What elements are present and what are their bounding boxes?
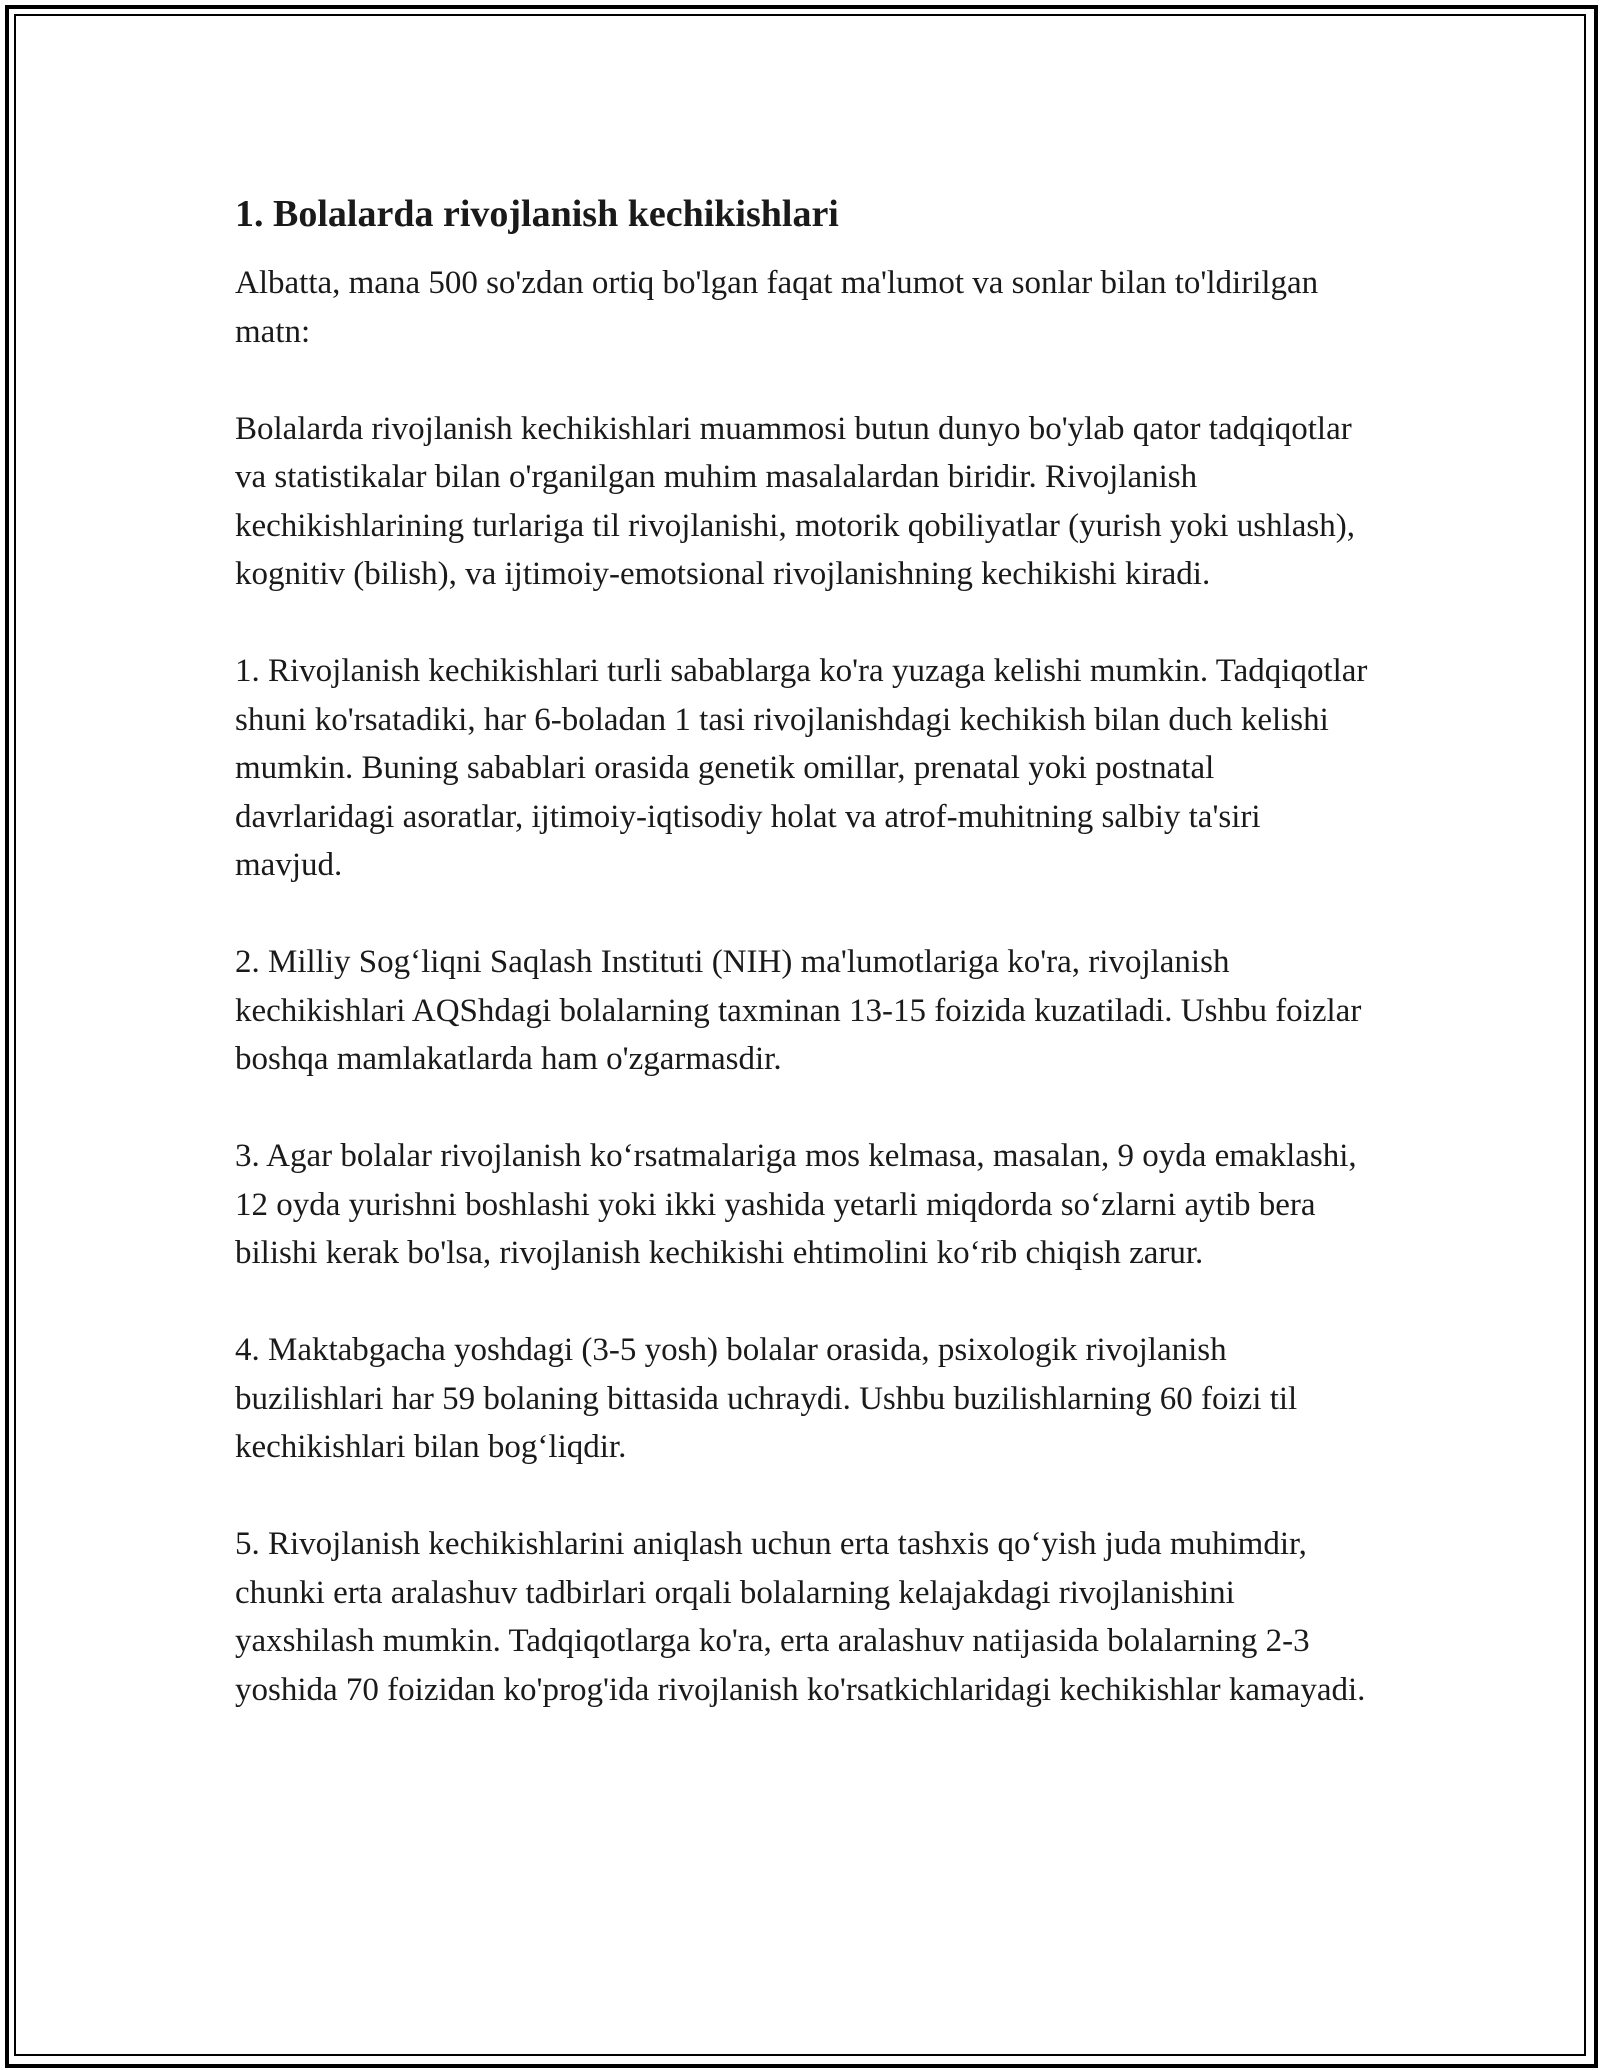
point-3-paragraph: 3. Agar bolalar rivojlanish ko‘rsatmalariga mos kelmasa, masalan, 9 oyda emaklashi, 12 oyda yurishni boshlashi yoki ikki yashida yetarli miqdorda so‘zlarni aytib bera bilishi kerak bo'lsa, rivojlanish kechikishi ehtimolini ko‘rib chiqish zarur. [235, 1138, 1357, 1271]
intro-paragraph: Albatta, mana 500 so'zdan ortiq bo'lgan faqat ma'lumot va sonlar bilan to'ldirilgan matn: [235, 265, 1319, 350]
overview-paragraph: Bolalarda rivojlanish kechikishlari muammosi butun dunyo bo'ylab qator tadqiqotlar va statistikalar bilan o'rganilgan muhim masalalardan biridir. Rivojlanish kechikishlarining turlariga til rivojlanishi, motorik qobiliyatlar (yurish yoki ushlash), kognitiv (bilish), va ijtimoiy-emotsional rivojlanishning kechikishi kiradi. [235, 410, 1355, 592]
point-4-paragraph: 4. Maktabgacha yoshdagi (3-5 yosh) bolalar orasida, psixologik rivojlanish buzilishlari har 59 bolaning bittasida uchraydi. Ushbu buzilishlarning 60 foizi til kechikishlari bilan bog‘liqdir. [235, 1332, 1298, 1465]
document-body [235, 190, 1375, 1763]
document-title: 1. Bolalarda rivojlanish kechikishlari [235, 193, 839, 235]
point-5-paragraph: 5. Rivojlanish kechikishlarini aniqlash uchun erta tashxis qo‘yish juda muhimdir, chunki erta aralashuv tadbirlari orqali bolalarning kelajakdagi rivojlanishini yaxshilash mumkin. Tadqiqotlarga ko'ra, erta aralashuv natijasida bolalarning 2-3 yoshida 70 foizidan ko'prog'ida rivojlanish ko'rsatkichlaridagi kechikishlar kamayadi. [235, 1526, 1366, 1708]
point-2-paragraph: 2. Milliy Sog‘liqni Saqlash Instituti (NIH) ma'lumotlariga ko'ra, rivojlanish kechikishlari AQShdagi bolalarning taxminan 13-15 foizida kuzatiladi. Ushbu foizlar boshqa mamlakatlarda ham o'zgarmasdir. [235, 944, 1362, 1077]
point-1-paragraph: 1. Rivojlanish kechikishlari turli sabablarga ko'ra yuzaga kelishi mumkin. Tadqiqotlar shuni ko'rsatadiki, har 6-boladan 1 tasi rivojlanishdagi kechikish bilan duch kelishi mumkin. Buning sabablari orasida genetik omillar, prenatal yoki postnatal davrlaridagi asoratlar, ijtimoiy-iqtisodiy holat va atrof-muhitning salbiy ta'siri mavjud. [235, 653, 1368, 883]
